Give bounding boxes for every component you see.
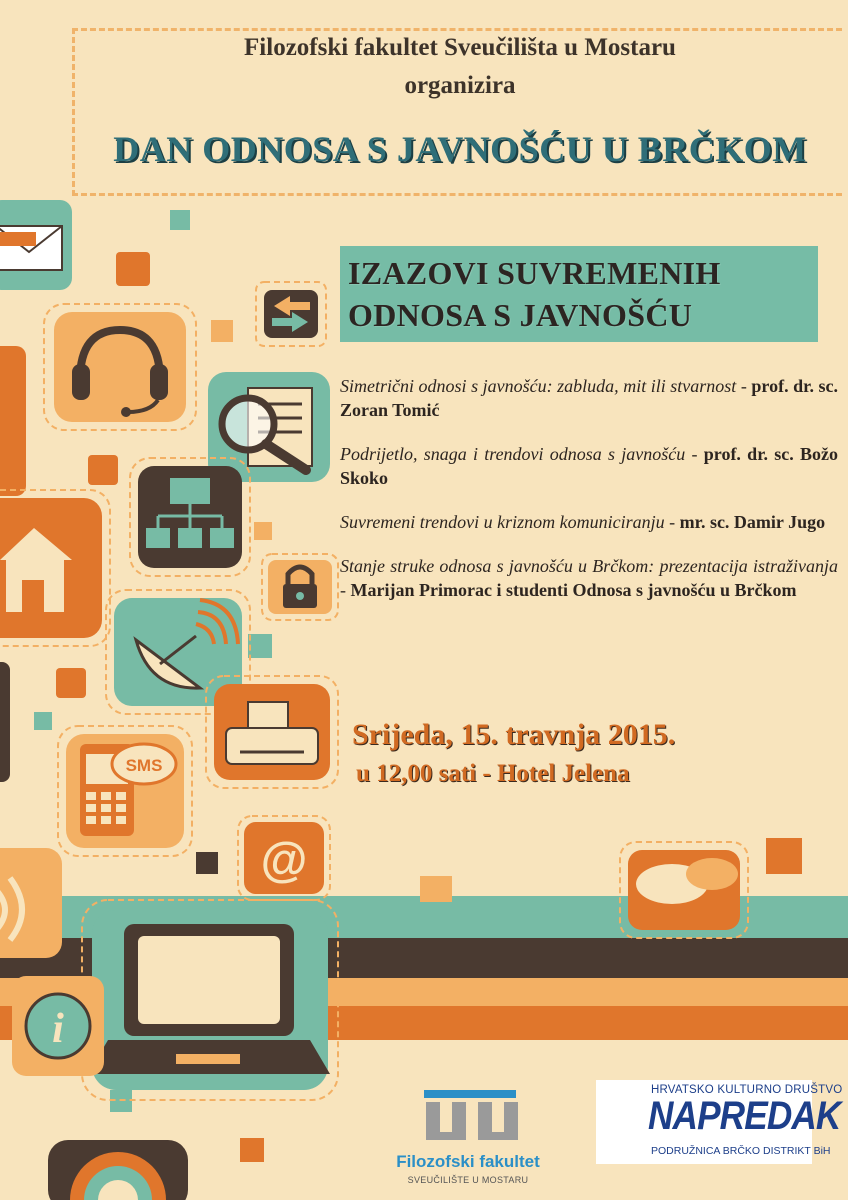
headset-icon bbox=[44, 304, 196, 430]
talk-title: Simetrični odnosi s javnošću: zabluda, mit ili stvarnost bbox=[340, 376, 737, 396]
talk-title: Suvremeni trendovi u kriznom komuniciranju bbox=[340, 512, 665, 532]
wifi-icon bbox=[0, 848, 62, 958]
subtitle-line-2: ODNOSA S JAVNOŠĆU bbox=[348, 297, 693, 333]
home-icon bbox=[0, 490, 110, 646]
chat-icon bbox=[620, 842, 748, 938]
padlock-icon bbox=[262, 554, 338, 620]
talk-list bbox=[340, 374, 838, 622]
talk-separator: - bbox=[685, 444, 704, 464]
talk-item bbox=[340, 442, 838, 490]
faculty-logo-name: Filozofski fakultet bbox=[396, 1152, 540, 1171]
info-icon bbox=[12, 976, 104, 1076]
at-symbol: @ bbox=[260, 834, 308, 887]
talk-speaker: prof. dr. sc. Zoran Tomić bbox=[340, 376, 839, 420]
event-title: DAN ODNOSA S JAVNOŠĆU U BRČKOM bbox=[113, 129, 807, 169]
hkd-logo-bottom: PODRUŽNICA BRČKO DISTRIKT BiH bbox=[651, 1145, 831, 1157]
talk-title: Stanje struke odnosa s javnošću u Brčkom: prezentacija istraživanja bbox=[340, 556, 838, 576]
envelope-icon bbox=[0, 200, 72, 290]
sms-phone-icon bbox=[58, 726, 192, 856]
talk-speaker: prof. dr. sc. Božo Skoko bbox=[340, 444, 839, 488]
subtitle-box bbox=[340, 246, 818, 342]
talk-item bbox=[340, 510, 838, 534]
organizer-verb: organizira bbox=[404, 72, 516, 99]
talk-speaker: Marijan Primorac i studenti Odnosa s javnošću u Brčkom bbox=[350, 580, 797, 600]
organizer-name: Filozofski fakultet Sveučilišta u Mostaru bbox=[244, 34, 676, 61]
target-icon bbox=[48, 1140, 188, 1200]
event-time-place: u 12,00 sati - Hotel Jelena bbox=[356, 760, 630, 787]
arrows-icon bbox=[256, 282, 326, 346]
laptop-icon bbox=[82, 900, 338, 1100]
hkd-logo-main: NAPREDAK bbox=[648, 1094, 841, 1138]
partial-dark-tile-icon bbox=[0, 662, 10, 782]
subtitle-line-1: IZAZOVI SUVREMENIH bbox=[348, 255, 721, 291]
partial-tile-icon bbox=[0, 346, 26, 496]
sms-label: SMS bbox=[125, 756, 163, 775]
printer-icon bbox=[206, 676, 338, 788]
search-icon bbox=[208, 372, 330, 482]
talk-item bbox=[340, 554, 838, 602]
talk-speaker: mr. sc. Damir Jugo bbox=[679, 512, 826, 532]
faculty-logo-mark bbox=[424, 1090, 518, 1140]
talk-item bbox=[340, 374, 838, 422]
talk-separator: - bbox=[664, 512, 680, 532]
event-date: Srijeda, 15. travnja 2015. bbox=[352, 718, 676, 751]
talk-title: Podrijetlo, snaga i trendovi odnosa s javnošću bbox=[340, 444, 686, 464]
at-sign-icon bbox=[238, 816, 330, 900]
talk-separator: - bbox=[340, 580, 351, 600]
faculty-logo-subtitle: SVEUČILIŠTE U MOSTARU bbox=[407, 1175, 529, 1185]
info-symbol: i bbox=[52, 1006, 64, 1052]
talk-separator: - bbox=[736, 376, 752, 396]
hkd-logo-top: HRVATSKO KULTURNO DRUŠTVO bbox=[651, 1084, 843, 1096]
sitemap-icon bbox=[130, 458, 250, 576]
